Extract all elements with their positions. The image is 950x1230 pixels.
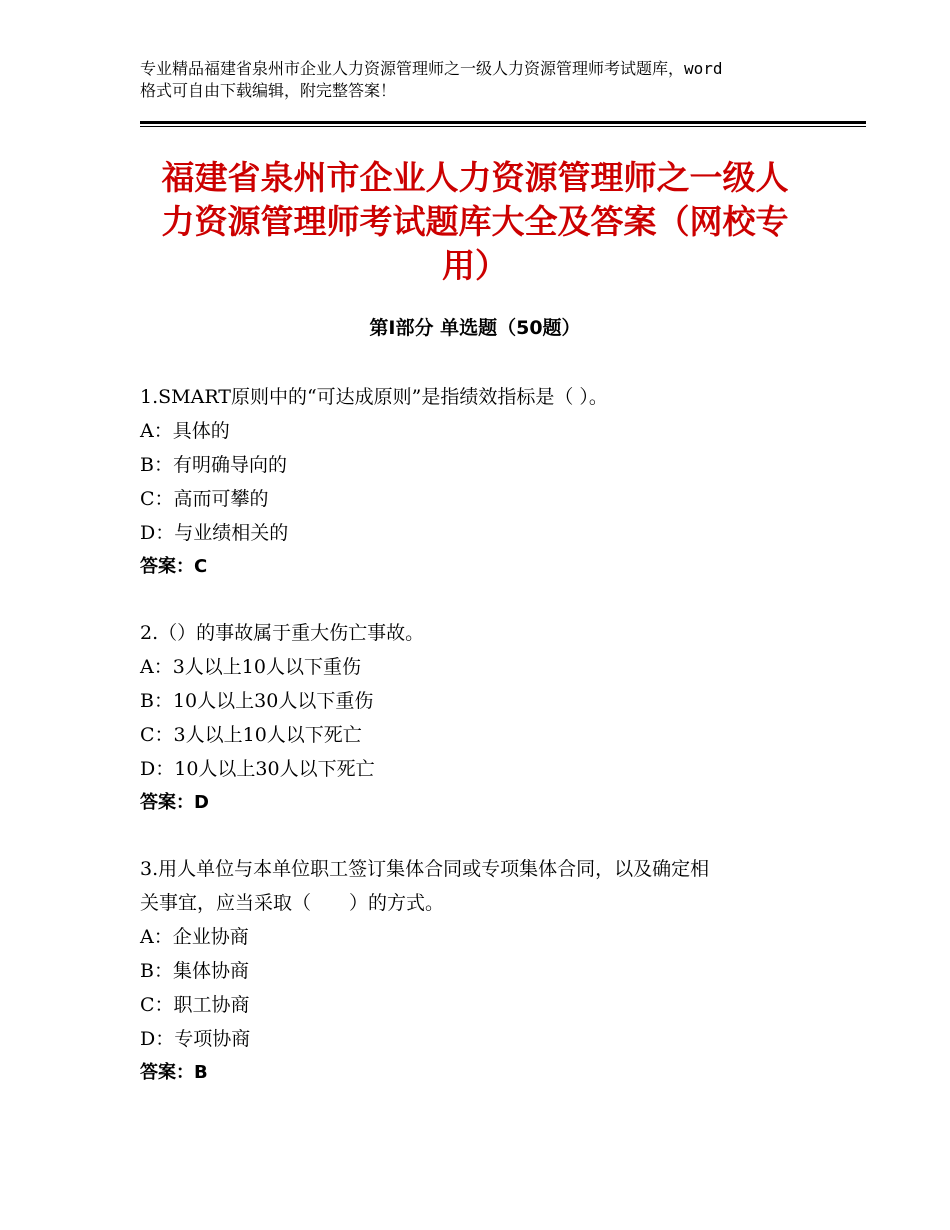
option-d: D：与业绩相关的 bbox=[140, 522, 289, 544]
question-2 bbox=[140, 616, 840, 820]
document-title bbox=[140, 156, 810, 288]
option-a: A：3人以上10人以下重伤 bbox=[140, 656, 361, 678]
option-c: C：高而可攀的 bbox=[140, 488, 269, 510]
question-stem-line-2: 关事宜，应当采取（ ）的方式。 bbox=[140, 892, 445, 914]
answer-label: 答案：B bbox=[140, 1062, 208, 1083]
question-stem: 2.（）的事故属于重大伤亡事故。 bbox=[140, 622, 425, 644]
header-divider-thin bbox=[140, 126, 866, 127]
answer-label: 答案：D bbox=[140, 792, 209, 813]
document-title-line-2: 力资源管理师考试题库大全及答案（网校专 bbox=[161, 202, 789, 241]
option-d: D：专项协商 bbox=[140, 1028, 251, 1050]
header-note bbox=[140, 58, 830, 102]
header-note-line-2: 格式可自由下载编辑，附完整答案！ bbox=[140, 81, 397, 100]
option-b: B：有明确导向的 bbox=[140, 454, 287, 476]
question-1 bbox=[140, 380, 840, 584]
option-c: C：3人以上10人以下死亡 bbox=[140, 724, 362, 746]
option-b: B：10人以上30人以下重伤 bbox=[140, 690, 374, 712]
document-title-line-1: 福建省泉州市企业人力资源管理师之一级人 bbox=[161, 158, 789, 197]
answer-label: 答案：C bbox=[140, 556, 208, 577]
question-stem: 1.SMART原则中的“可达成原则”是指绩效指标是（ ）。 bbox=[140, 386, 608, 408]
option-a: A：企业协商 bbox=[140, 926, 249, 948]
question-3 bbox=[140, 852, 840, 1090]
option-a: A：具体的 bbox=[140, 420, 230, 442]
document-title-line-3: 用） bbox=[442, 246, 508, 285]
header-divider-thick bbox=[140, 121, 866, 124]
header-note-line-1: 专业精品福建省泉州市企业人力资源管理师之一级人力资源管理师考试题库，word bbox=[140, 59, 723, 78]
question-list bbox=[140, 380, 840, 1122]
option-c: C：职工协商 bbox=[140, 994, 250, 1016]
section-title: 第Ⅰ部分 单选题（50题） bbox=[369, 317, 581, 339]
option-d: D：10人以上30人以下死亡 bbox=[140, 758, 375, 780]
question-stem-line-1: 3.用人单位与本单位职工签订集体合同或专项集体合同，以及确定相 bbox=[140, 858, 710, 880]
option-b: B：集体协商 bbox=[140, 960, 249, 982]
